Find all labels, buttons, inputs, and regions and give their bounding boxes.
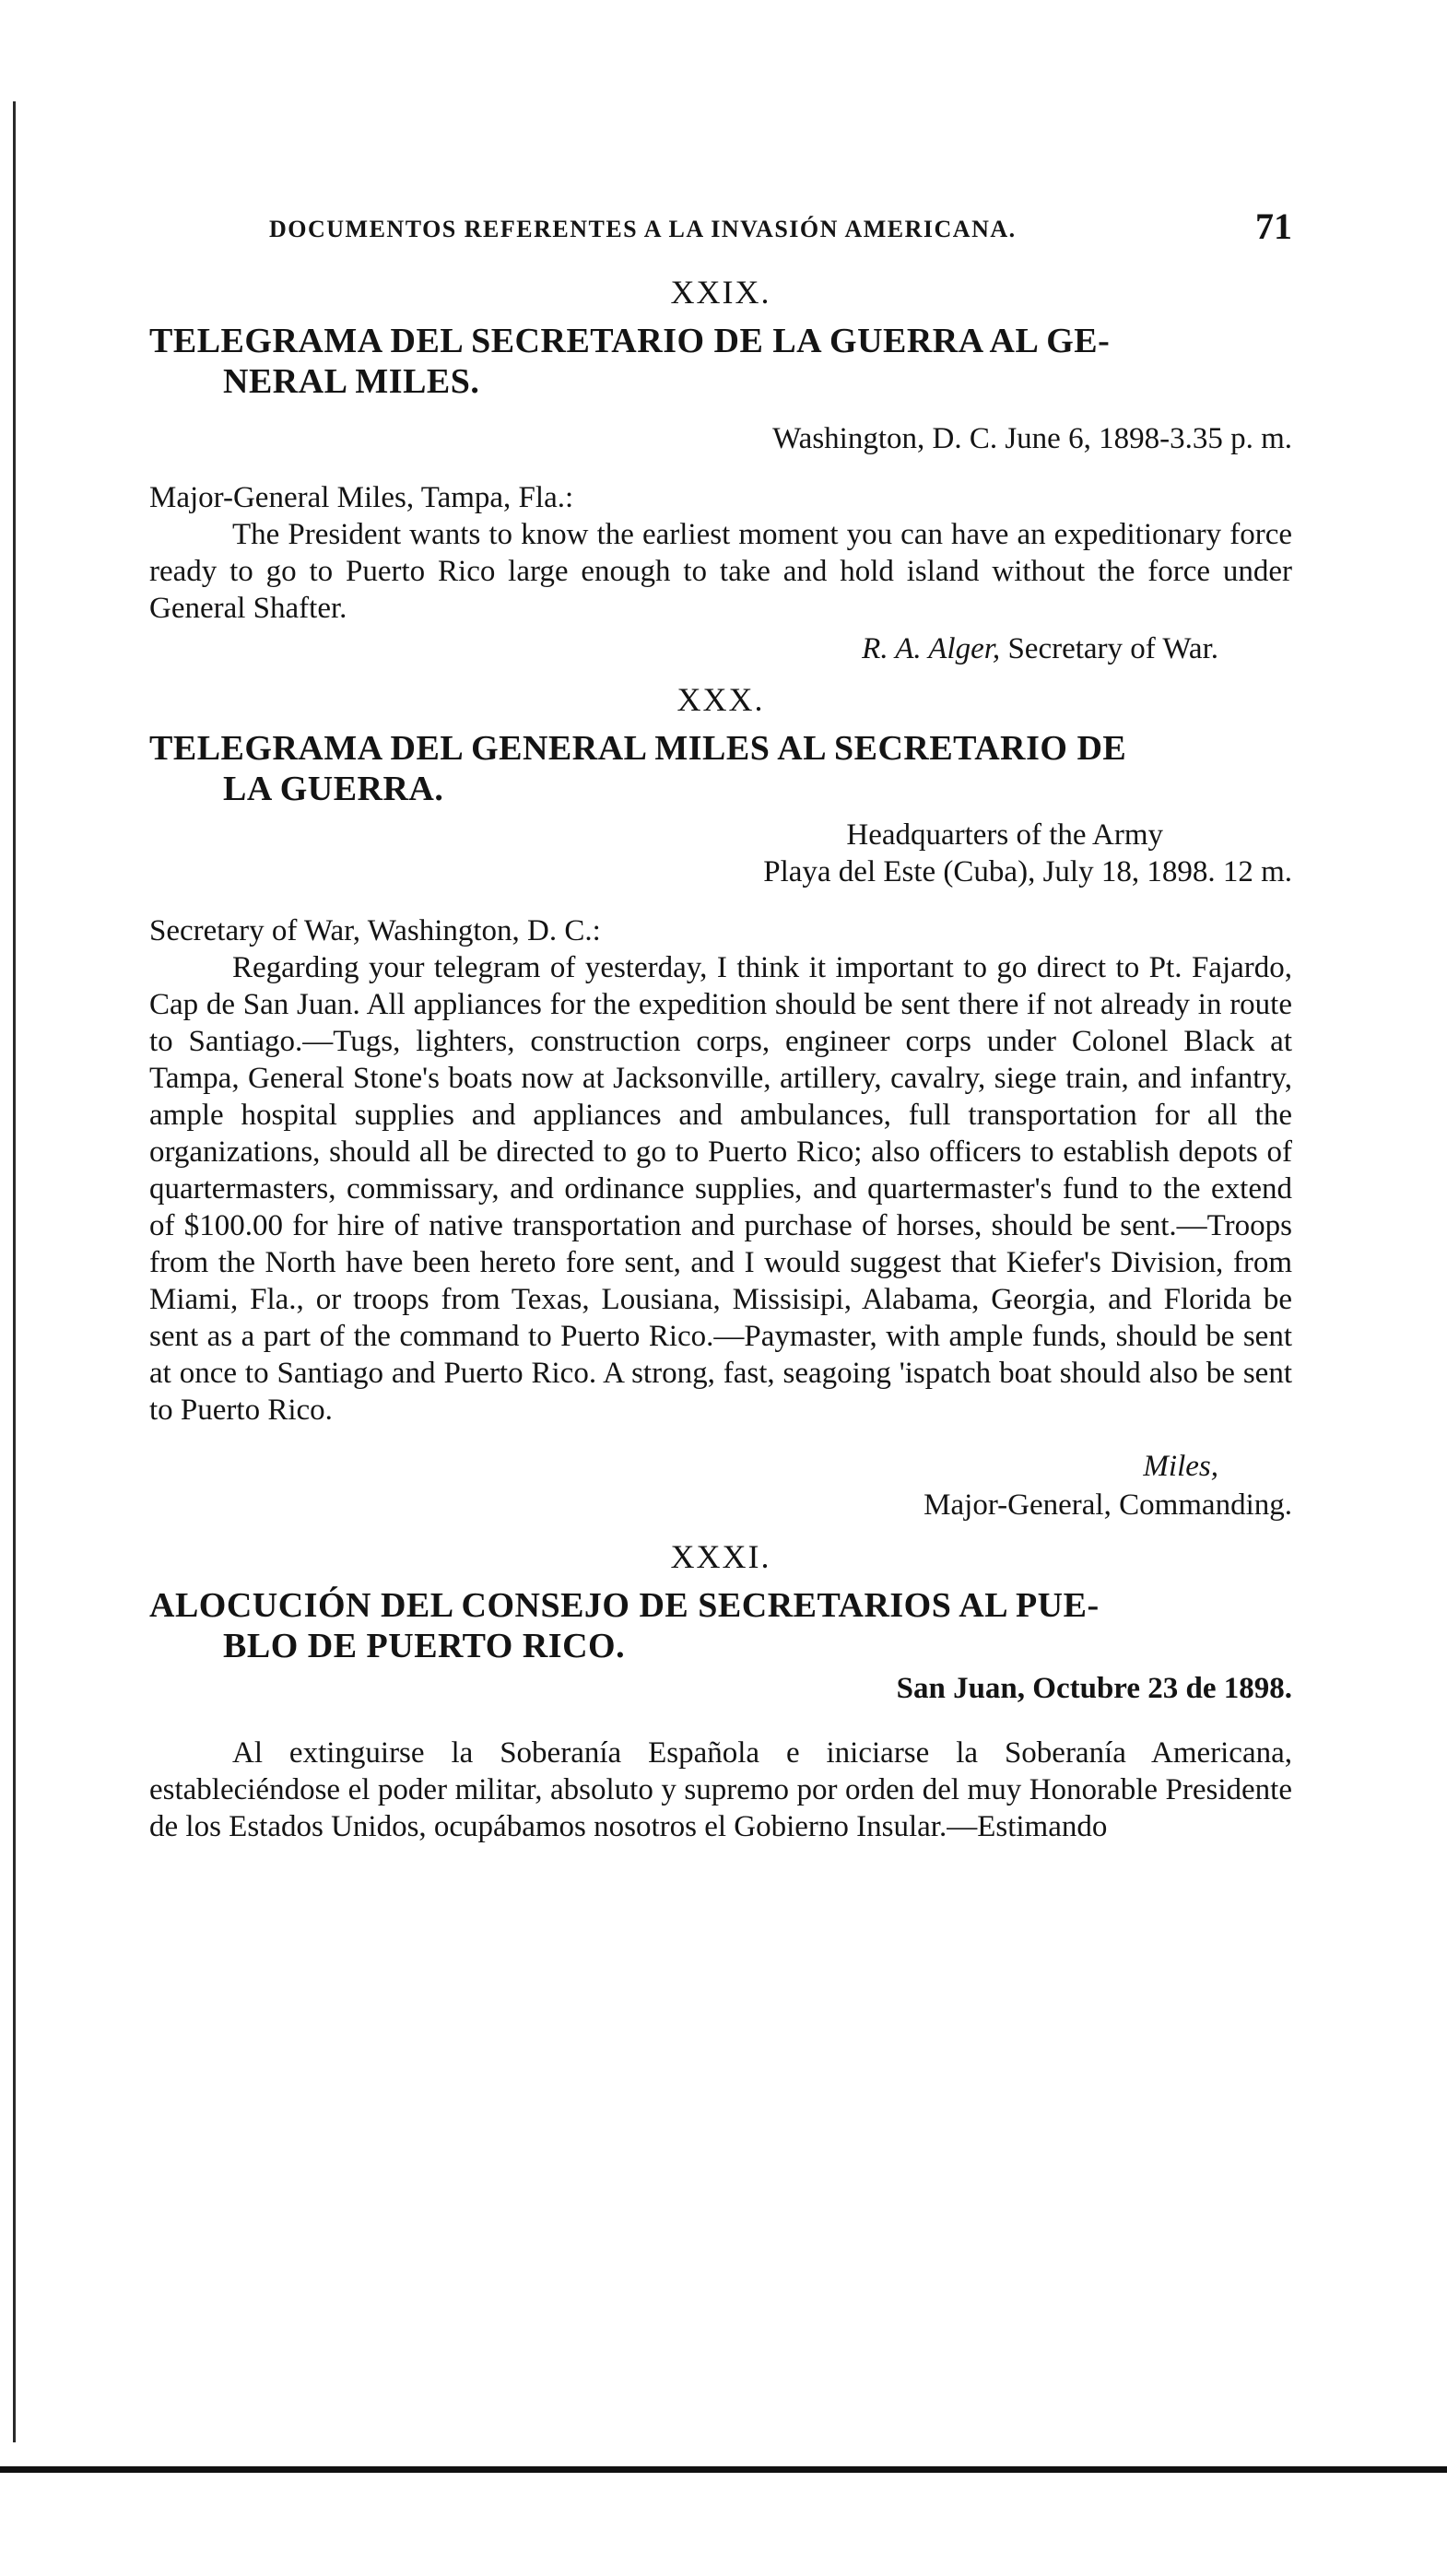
dateline-line-1: Headquarters of the Army: [846, 818, 1163, 852]
bottom-rule: [0, 2466, 1447, 2473]
signature-name: Miles,: [1143, 1450, 1218, 1483]
heading-line-1: ALOCUCIÓN DEL CONSEJO DE SECRETARIOS AL PUE-: [149, 1586, 1100, 1625]
section-xxxi: [149, 1537, 1292, 1845]
dateline: Washington, D. C. June 6, 1898-3.35 p. m.: [772, 422, 1292, 455]
telegram-body-text: Regarding your telegram of yesterday, I think it important to go direct to Pt. Fajardo, Cap de San Juan. All appliances for the expedition should be sent there if not already in route to Santiago.—Tugs, lighters, construction corps, engineer corps under Colonel Black at Tampa, General Stone's boats now at Jacksonville, artillery, cavalry, siege train, and infantry, ample hospital supplies and appliances and ambulances, full transportation for all the organizations, should all be directed to go to Puerto Rico; also officers to establish depots of quartermasters, commissary, and ordinance supplies, and quartermaster's fund to the extend of $100.00 for hire of native transportation and purchase of horses, should be sent.—Troops from the North have been hereto fore sent, and I would suggest that Kiefer's Division, from Miami, Fla., or troops from Texas, Lousiana, Missisipi, Alabama, Georgia, and Florida be sent as a part of the command to Puerto Rico.—Paymaster, with ample funds, should be sent at once to Santiago and Puerto Rico. A strong, fast, seagoing 'ispatch boat should also be sent to Puerto Rico.: [149, 951, 1292, 1427]
address-body: [149, 1735, 1292, 1845]
page-number: 71: [1255, 206, 1292, 247]
signature-title: Major-General, Commanding.: [923, 1488, 1292, 1522]
signature: [149, 1447, 1292, 1524]
section-numeral: XXX.: [676, 681, 765, 718]
section-heading: [149, 1585, 1292, 1666]
dateline-line-2: Playa del Este (Cuba), July 18, 1898. 12 m.: [763, 855, 1292, 888]
heading-line-1: TELEGRAMA DEL GENERAL MILES AL SECRETARIO DE: [149, 729, 1127, 768]
dateline: [149, 817, 1292, 890]
address-line: Secretary of War, Washington, D. C.:: [149, 914, 601, 947]
heading-line-2: NERAL MILES.: [223, 362, 480, 401]
section-numeral: XXXI.: [670, 1538, 771, 1575]
address-body-text: Al extinguirse la Soberanía Española e iniciarse la Soberanía Americana, estableciéndose el poder militar, absoluto y supremo por orden del muy Honorable Presidente de los Estados Unidos, ocupábamos nosotros el Gobierno Insular.—Estimando: [149, 1736, 1292, 1843]
section-numeral: XXIX.: [670, 274, 771, 311]
dateline: San Juan, Octubre 23 de 1898.: [896, 1672, 1292, 1705]
heading-line-1: TELEGRAMA DEL SECRETARIO DE LA GUERRA AL GE-: [149, 322, 1111, 360]
address-line: Major-General Miles, Tampa, Fla.:: [149, 481, 574, 514]
section-xxix: [149, 273, 1292, 667]
scan-left-edge: [13, 101, 16, 2442]
section-xxx: [149, 680, 1292, 1524]
heading-line-2: BLO DE PUERTO RICO.: [223, 1627, 626, 1665]
signature-title: Secretary of War.: [1007, 632, 1218, 665]
heading-line-2: LA GUERRA.: [223, 770, 444, 808]
telegram-body: [149, 516, 1292, 627]
signature-name: R. A. Alger,: [862, 632, 1001, 665]
telegram-body: [149, 949, 1292, 1429]
telegram-body-text: The President wants to know the earliest moment you can have an expeditionary force ready to go to Puerto Rico large enough to take and hold island without the force under General Shafter.: [149, 518, 1292, 625]
section-heading: [149, 728, 1292, 809]
document-page: [149, 205, 1292, 1845]
running-head-title: DOCUMENTOS REFERENTES A LA INVASIÓN AMERICANA.: [269, 216, 1017, 242]
section-heading: [149, 321, 1292, 402]
running-head: [149, 205, 1292, 260]
signature: [149, 630, 1292, 667]
